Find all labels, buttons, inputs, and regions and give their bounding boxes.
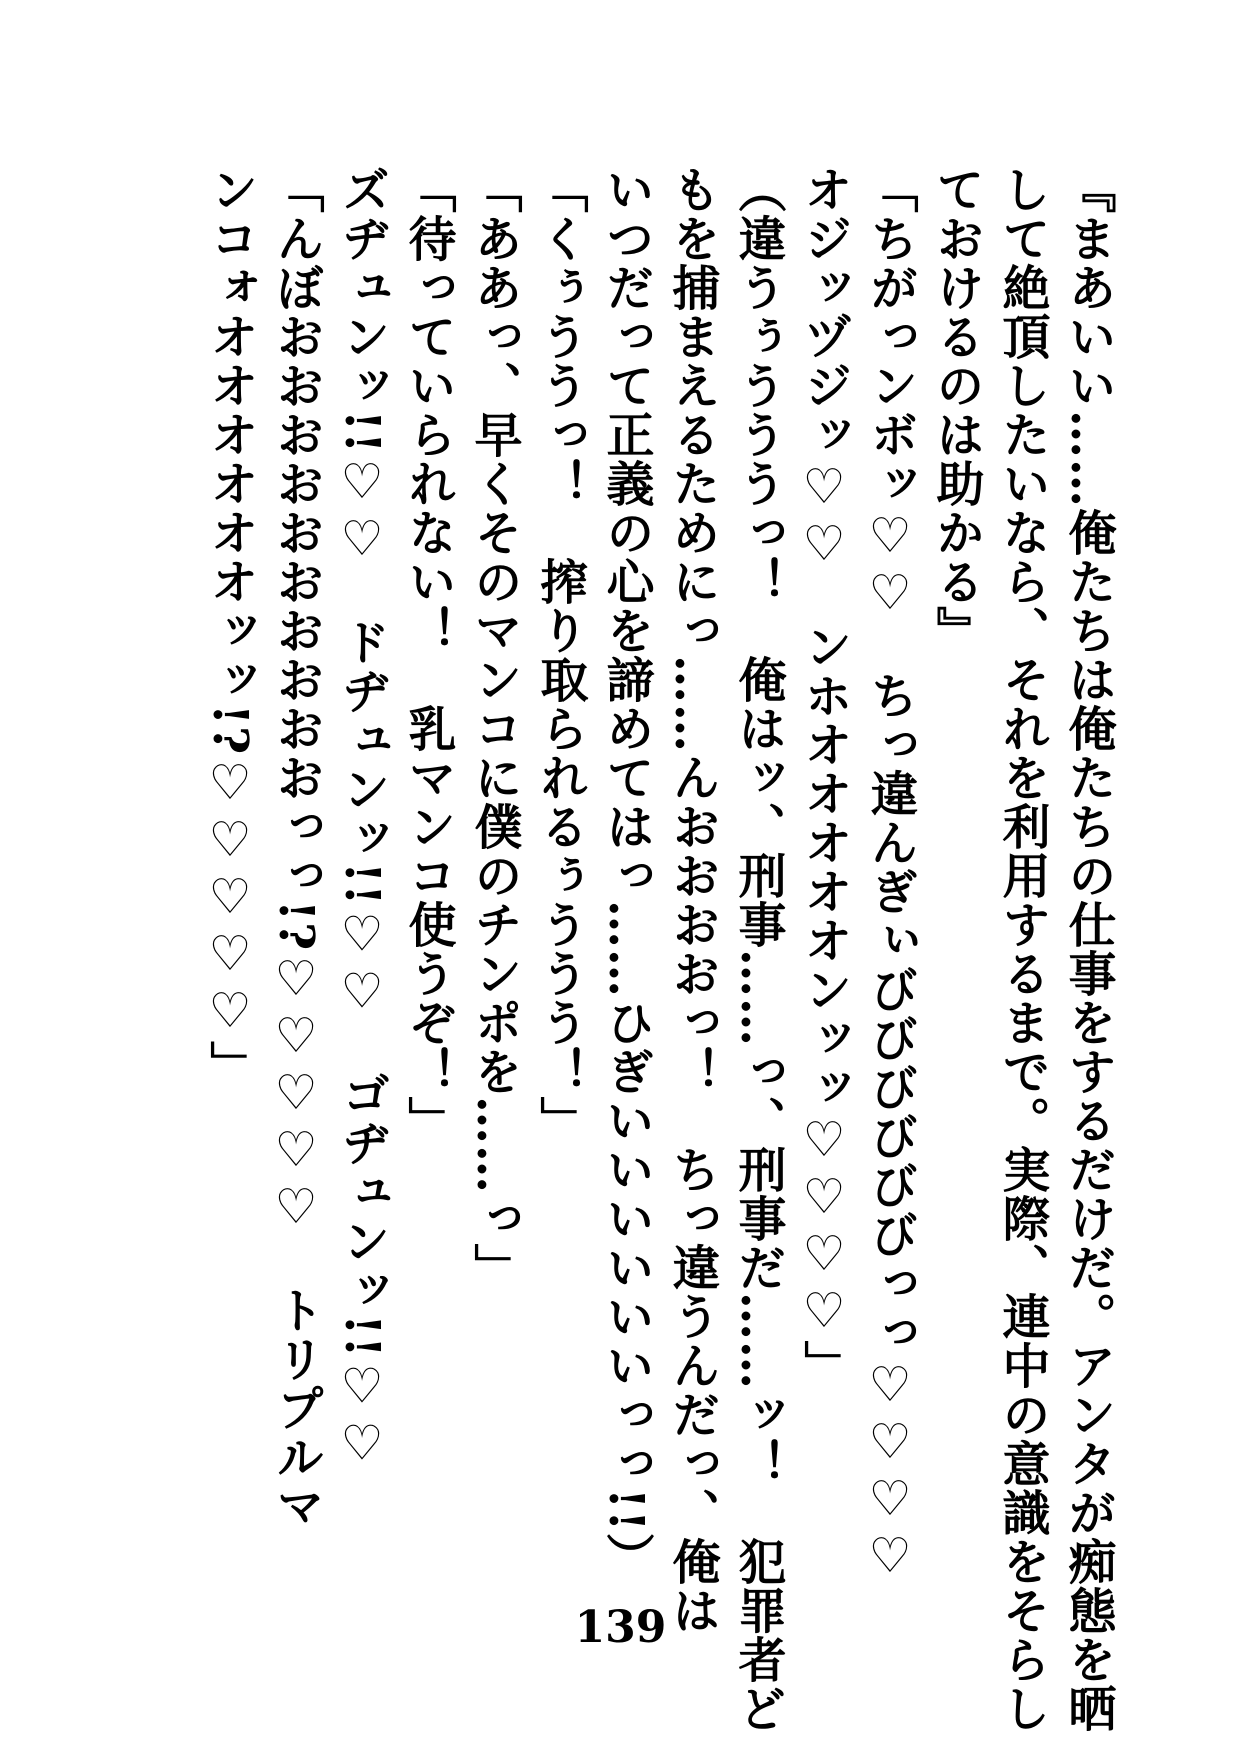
text-line-10: 「ああっ、早くそのマンコに僕のチンポを……っ」 <box>466 165 522 1292</box>
text-line-14: ンコォオオオオオオッッ!?♡♡♡♡♡」 <box>202 165 258 1090</box>
text-line-13: 「んぼおおおおおおおおおおっっ!?♡♡♡♡♡ トリプルマ <box>268 165 324 1531</box>
text-line-1: 『まあいい……俺たちは俺たちの仕事をするだけだ。アンタが痴態を晒 <box>1060 165 1116 1733</box>
text-line-2: して絶頂したいなら、それを利用するまで。実際、連中の意識をそらし <box>994 165 1050 1733</box>
text-line-7: もを捕まえるためにっ……んおおおおっ！ ちっ違うんだっ、俺は <box>664 165 720 1635</box>
text-line-12: ズヂュンッ!!♡♡ ドヂュンッ!!♡♡ ゴヂュンッ!!♡♡ <box>334 165 390 1473</box>
text-line-3: ておけるのは助かる』 <box>928 165 984 655</box>
text-line-5: オジッヅジッ♡♡ ンホオオオオオンッッ♡♡♡♡」 <box>796 165 852 1389</box>
text-line-6: （違うぅうううっ！ 俺はッ、刑事……っ、刑事だ……ッ！ 犯罪者ど <box>730 165 786 1733</box>
text-line-4: 「ちがっンボッ♡♡ ちっ違んぎぃびびびびびびっっ♡♡♡♡ <box>862 165 918 1585</box>
page-number: 139 <box>574 1602 667 1653</box>
text-line-9: 「くぅううっ！ 搾り取られるぅううう！」 <box>532 165 588 1145</box>
text-line-8: いつだって正義の心を諦めてはっ……ひぎいいいいいいっっ!!） <box>598 165 654 1582</box>
text-line-11: 「待っていられない！ 乳マンコ使うぞ！」 <box>400 165 456 1145</box>
